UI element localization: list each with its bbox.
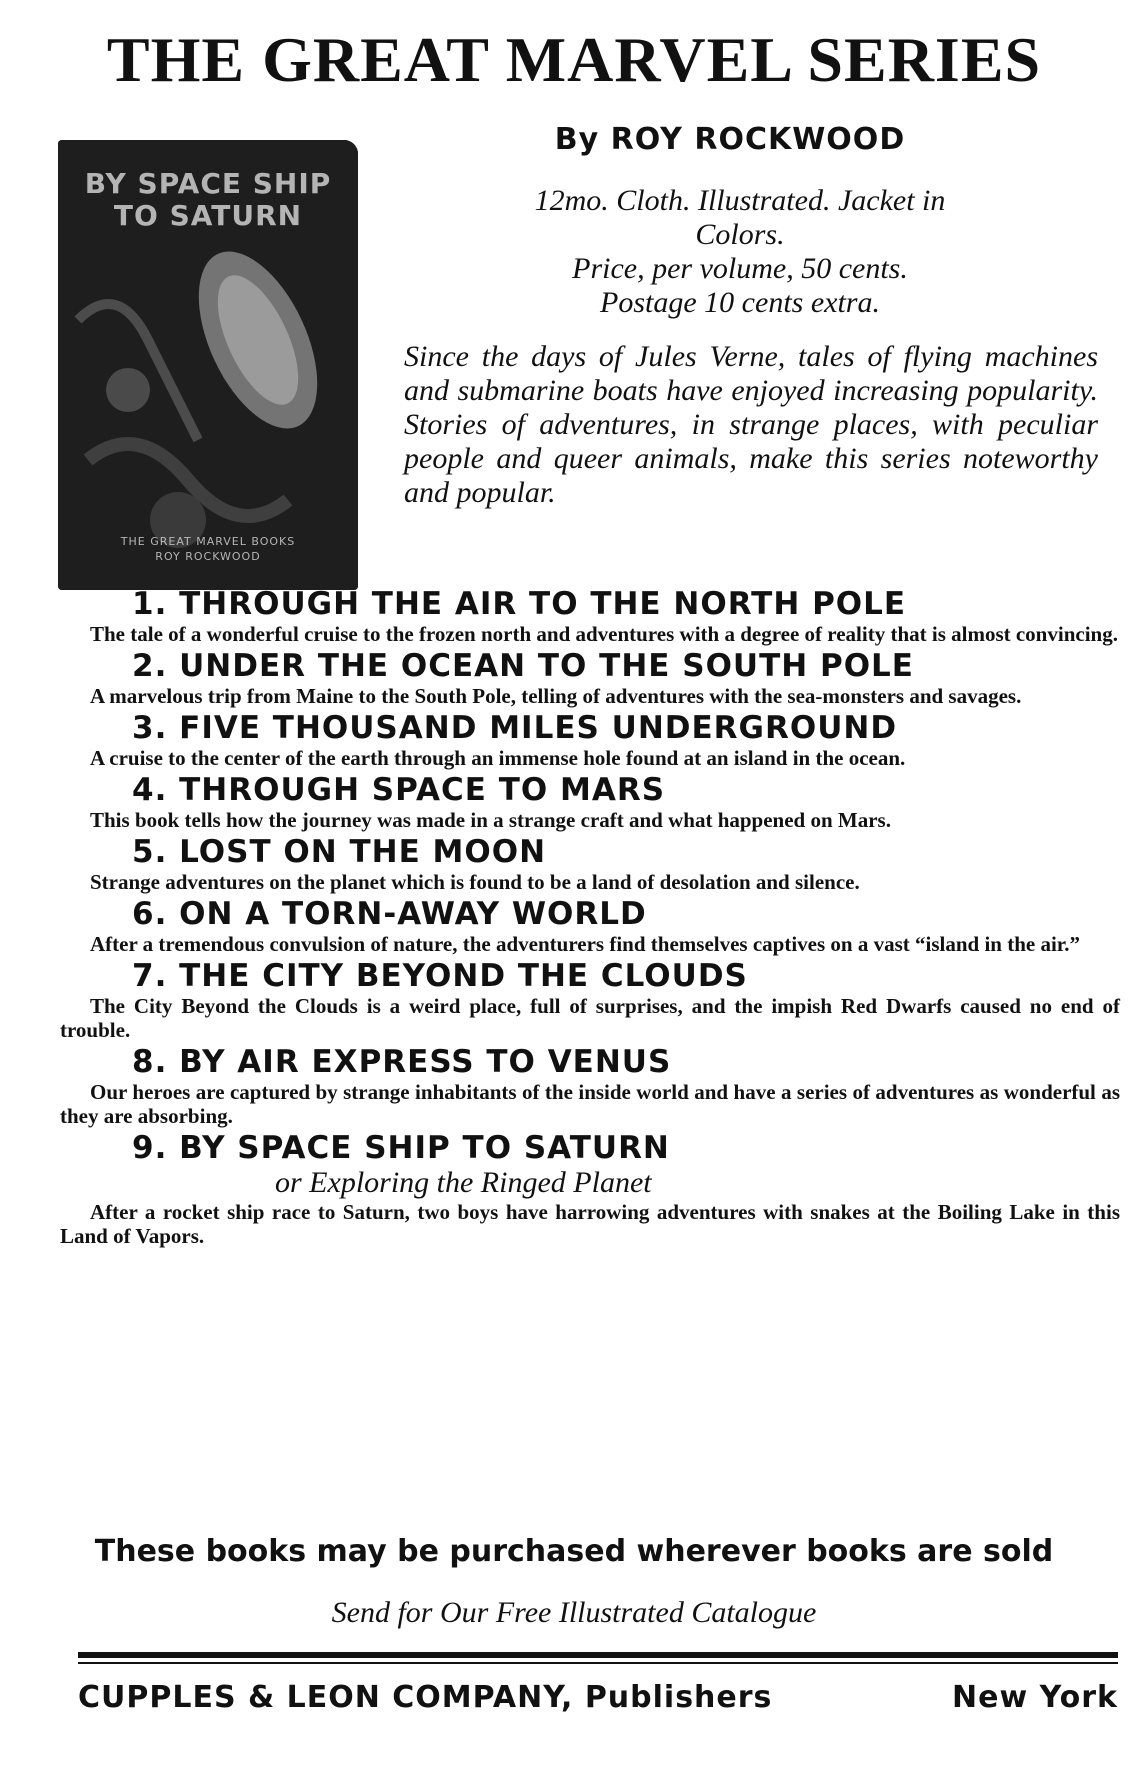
book-entry xyxy=(60,1130,1120,1248)
book-entry xyxy=(60,958,1120,1042)
book-subtitle: or Exploring the Ringed Planet xyxy=(275,1166,652,1199)
book-list xyxy=(60,586,1120,1250)
book-entry xyxy=(60,586,1120,646)
book-cover-image xyxy=(58,140,358,590)
book-title: 2. UNDER THE OCEAN TO THE SOUTH POLE xyxy=(132,648,914,684)
book-description: A marvelous trip from Maine to the South Pole, telling of adventures with the sea-monsters and savages. xyxy=(90,684,1022,708)
book-entry xyxy=(60,896,1120,956)
cover-footer xyxy=(68,535,348,564)
book-entry xyxy=(60,648,1120,708)
publisher-name: CUPPLES & LEON COMPANY, Publishers xyxy=(78,1680,773,1715)
book-entry xyxy=(60,710,1120,770)
book-title: 6. ON A TORN-AWAY WORLD xyxy=(132,896,647,932)
cover-title-line2: TO SATURN xyxy=(113,199,303,233)
book-title: 4. THROUGH SPACE TO MARS xyxy=(132,772,666,808)
series-blurb: Since the days of Jules Verne, tales of flying machines and submarine boats have enjoyed increasing popularity. Stories of adventures, in strange places, with peculiar people and queer animals, make this series noteworthy and popular. xyxy=(404,340,1098,509)
book-specs xyxy=(400,184,1080,320)
book-title: 9. BY SPACE SHIP TO SATURN xyxy=(132,1130,670,1166)
publisher-city: New York xyxy=(952,1680,1118,1715)
book-description: After a rocket ship race to Saturn, two boys have harrowing adventures with snakes at the Boiling Lake in this Land of Vapors. xyxy=(60,1200,1120,1248)
book-title: 5. LOST ON THE MOON xyxy=(132,834,547,870)
divider-thick xyxy=(78,1652,1118,1658)
specs-postage-line: Postage 10 cents extra. xyxy=(600,286,880,319)
book-description: Our heroes are captured by strange inhabitants of the inside world and have a series of adventures as wonderful as they are absorbing. xyxy=(60,1080,1120,1128)
book-entry xyxy=(60,1044,1120,1128)
book-title: 1. THROUGH THE AIR TO THE NORTH POLE xyxy=(132,586,907,622)
book-title: 7. THE CITY BEYOND THE CLOUDS xyxy=(132,958,748,994)
book-title: 3. FIVE THOUSAND MILES UNDERGROUND xyxy=(132,710,898,746)
divider-thin xyxy=(78,1662,1118,1664)
specs-format-line: 12mo. Cloth. Illustrated. Jacket in xyxy=(534,184,946,217)
cover-series-name: THE GREAT MARVEL BOOKS xyxy=(120,535,296,549)
book-title: 8. BY AIR EXPRESS TO VENUS xyxy=(132,1044,672,1080)
purchase-notice: These books may be purchased wherever books are sold xyxy=(94,1534,1054,1569)
cover-title-line1: BY SPACE SHIP xyxy=(84,167,332,200)
book-description: After a tremendous convulsion of nature, the adventurers find themselves captives on a vast “island in the air.” xyxy=(90,932,1080,956)
book-description: Strange adventures on the planet which is found to be a land of desolation and silence. xyxy=(90,870,860,894)
book-description: This book tells how the journey was made in a strange craft and what happened on Mars. xyxy=(90,808,891,832)
book-entry xyxy=(60,772,1120,832)
page-title: THE GREAT MARVEL SERIES xyxy=(106,24,1042,95)
book-description: The tale of a wonderful cruise to the frozen north and adventures with a degree of reality that is almost convincing. xyxy=(90,622,1118,646)
cover-title xyxy=(68,168,348,232)
cover-author: ROY ROCKWOOD xyxy=(155,549,261,563)
catalogue-notice: Send for Our Free Illustrated Catalogue xyxy=(331,1596,817,1629)
book-entry xyxy=(60,834,1120,894)
specs-price-line: Price, per volume, 50 cents. xyxy=(572,252,908,285)
specs-colors-line: Colors. xyxy=(695,218,785,251)
author-byline: By ROY ROCKWOOD xyxy=(554,122,906,157)
book-description: A cruise to the center of the earth through an immense hole found at an island in the ocean. xyxy=(90,746,906,770)
book-description: The City Beyond the Clouds is a weird place, full of surprises, and the impish Red Dwarfs caused no end of trouble. xyxy=(60,994,1120,1042)
